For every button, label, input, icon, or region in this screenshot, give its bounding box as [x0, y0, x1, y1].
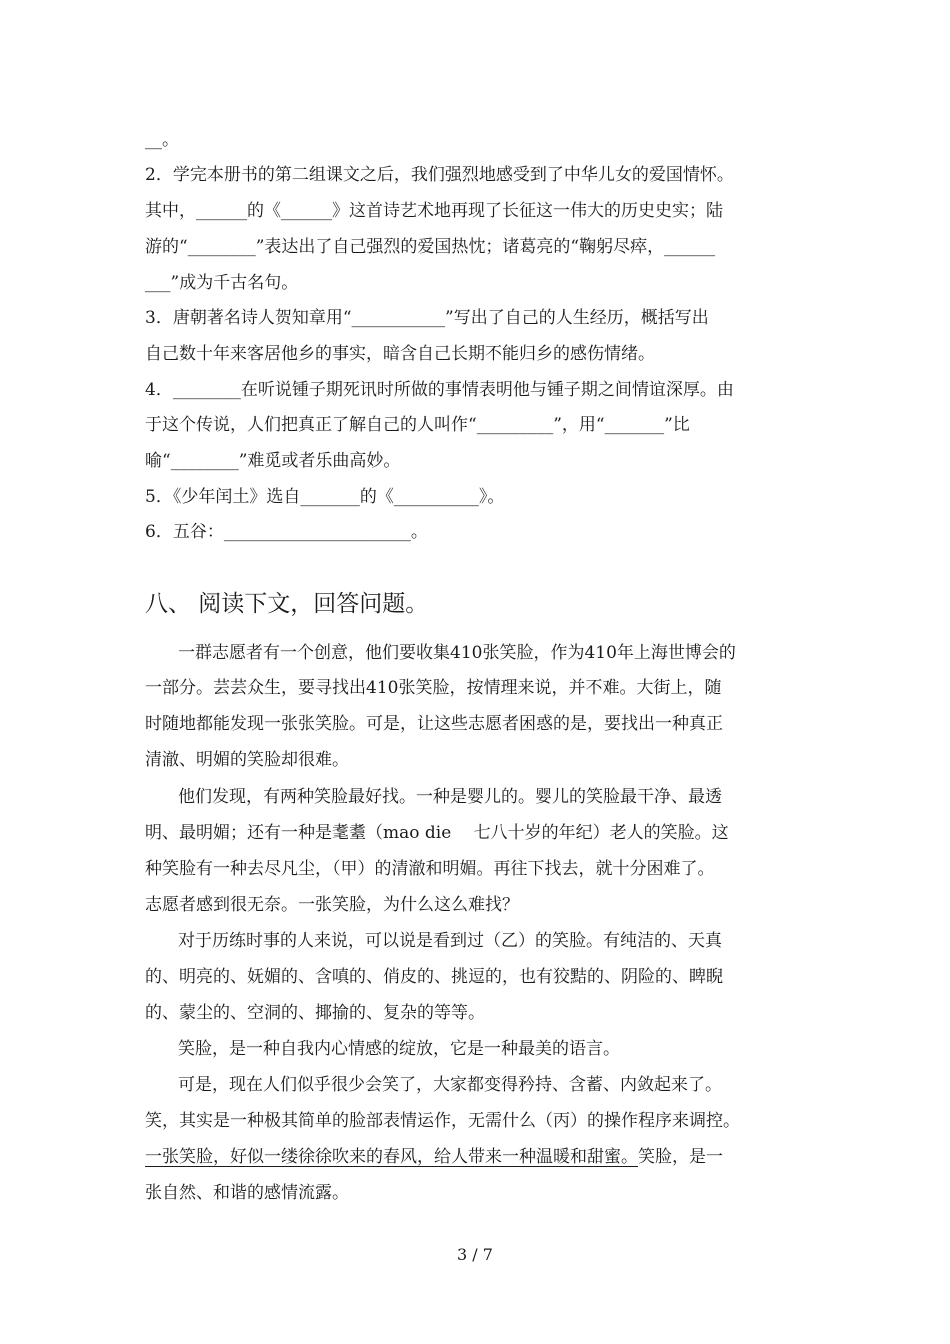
- p1-line-2: 一部分。芸芸众生，要寻找出410张笑脸，按情理来说，并不难。大街上，随: [145, 678, 722, 698]
- q1-tail: __。: [145, 130, 179, 150]
- p2-line-2: 明、最明媚；还有一种是耄耋（mao die 七八十岁的年纪）老人的笑脸。这: [145, 823, 729, 843]
- p3-line-1: 对于历练时事的人来说，可以说是看到过（乙）的笑脸。有纯洁的、天真: [178, 931, 722, 951]
- p5-line-3: [145, 1145, 810, 1169]
- p2-line-4: 志愿者感到很无奈。一张笑脸，为什么这么难找？: [145, 895, 519, 915]
- p2-line-1: 他们发现，有两种笑脸最好找。一种是婴儿的。婴儿的笑脸最干净、最透: [178, 787, 722, 807]
- p4-line: 笑脸，是一种自我内心情感的绽放，它是一种最美的语言。: [178, 1039, 620, 1059]
- p1-line-4: 清澈、明媚的笑脸却很难。: [145, 750, 349, 770]
- p5-line-1: 可是，现在人们似乎很少会笑了，大家都变得矜持、含蓄、内敛起来了。: [178, 1075, 722, 1095]
- q4-line-2: 于这个传说，人们把真正了解自己的人叫作“_________”，用“_______”比: [145, 415, 690, 435]
- p3-line-2: 的、明亮的、妩媚的、含嗔的、俏皮的、挑逗的，也有狡黠的、阴险的、睥睨: [145, 967, 723, 987]
- q2-line-3: 游的“________”表达出了自己强烈的爱国热忱；诸葛亮的“鞠躬尽瘁，______: [145, 237, 716, 257]
- q3-line-2: 自己数十年来客居他乡的事实，暗含自己长期不能归乡的感伤情绪。: [145, 344, 655, 364]
- q3-line-1: 3．唐朝著名诗人贺知章用“___________”写出了自己的人生经历，概括写出: [145, 308, 709, 328]
- q6-line: 6．五谷：______________________。: [145, 522, 428, 542]
- p1-line-3: 时随地都能发现一张张笑脸。可是，让这些志愿者困惑的是，要找出一种真正: [145, 714, 723, 734]
- page-number: 3 / 7: [457, 1245, 493, 1264]
- q2-line-1: 2．学完本册书的第二组课文之后，我们强烈地感受到了中华儿女的爱国情怀。: [145, 165, 734, 185]
- p5-line-4: 张自然、和谐的感情流露。: [145, 1183, 349, 1203]
- p5-line-2: 笑，其实是一种极其简单的脸部表情运作，无需什么（丙）的操作程序来调控。: [145, 1111, 740, 1131]
- q2-line-2: 其中，______的《______》这首诗艺术地再现了长征这一伟大的历史史实；陆: [145, 201, 723, 221]
- p2-line-3: 种笑脸有一种去尽凡尘，（甲）的清澈和明媚。再往下找去，就十分困难了。: [145, 859, 715, 879]
- section-heading: 八、 阅读下文，回答问题。: [145, 591, 429, 617]
- q4-line-3: 喻“________”难觅或者乐曲高妙。: [145, 451, 401, 471]
- q5-line: 5．《少年闰土》选自_______的《__________》。: [145, 487, 505, 507]
- p3-line-3: 的、蒙尘的、空洞的、揶揄的、复杂的等等。: [145, 1003, 485, 1023]
- p5-line-3-rest: 笑脸，是一: [638, 1147, 723, 1167]
- p1-line-1: 一群志愿者有一个创意，他们要收集410张笑脸，作为410年上海世博会的: [178, 643, 736, 663]
- q4-line-1: 4．________在听说锺子期死讯时所做的事情表明他与锺子期之间情谊深厚。由: [145, 380, 734, 400]
- underlined-sentence: 一张笑脸，好似一缕徐徐吹来的春风，给人带来一种温暖和甜蜜。: [145, 1147, 638, 1167]
- q2-line-4: ___”成为千古名句。: [145, 273, 299, 293]
